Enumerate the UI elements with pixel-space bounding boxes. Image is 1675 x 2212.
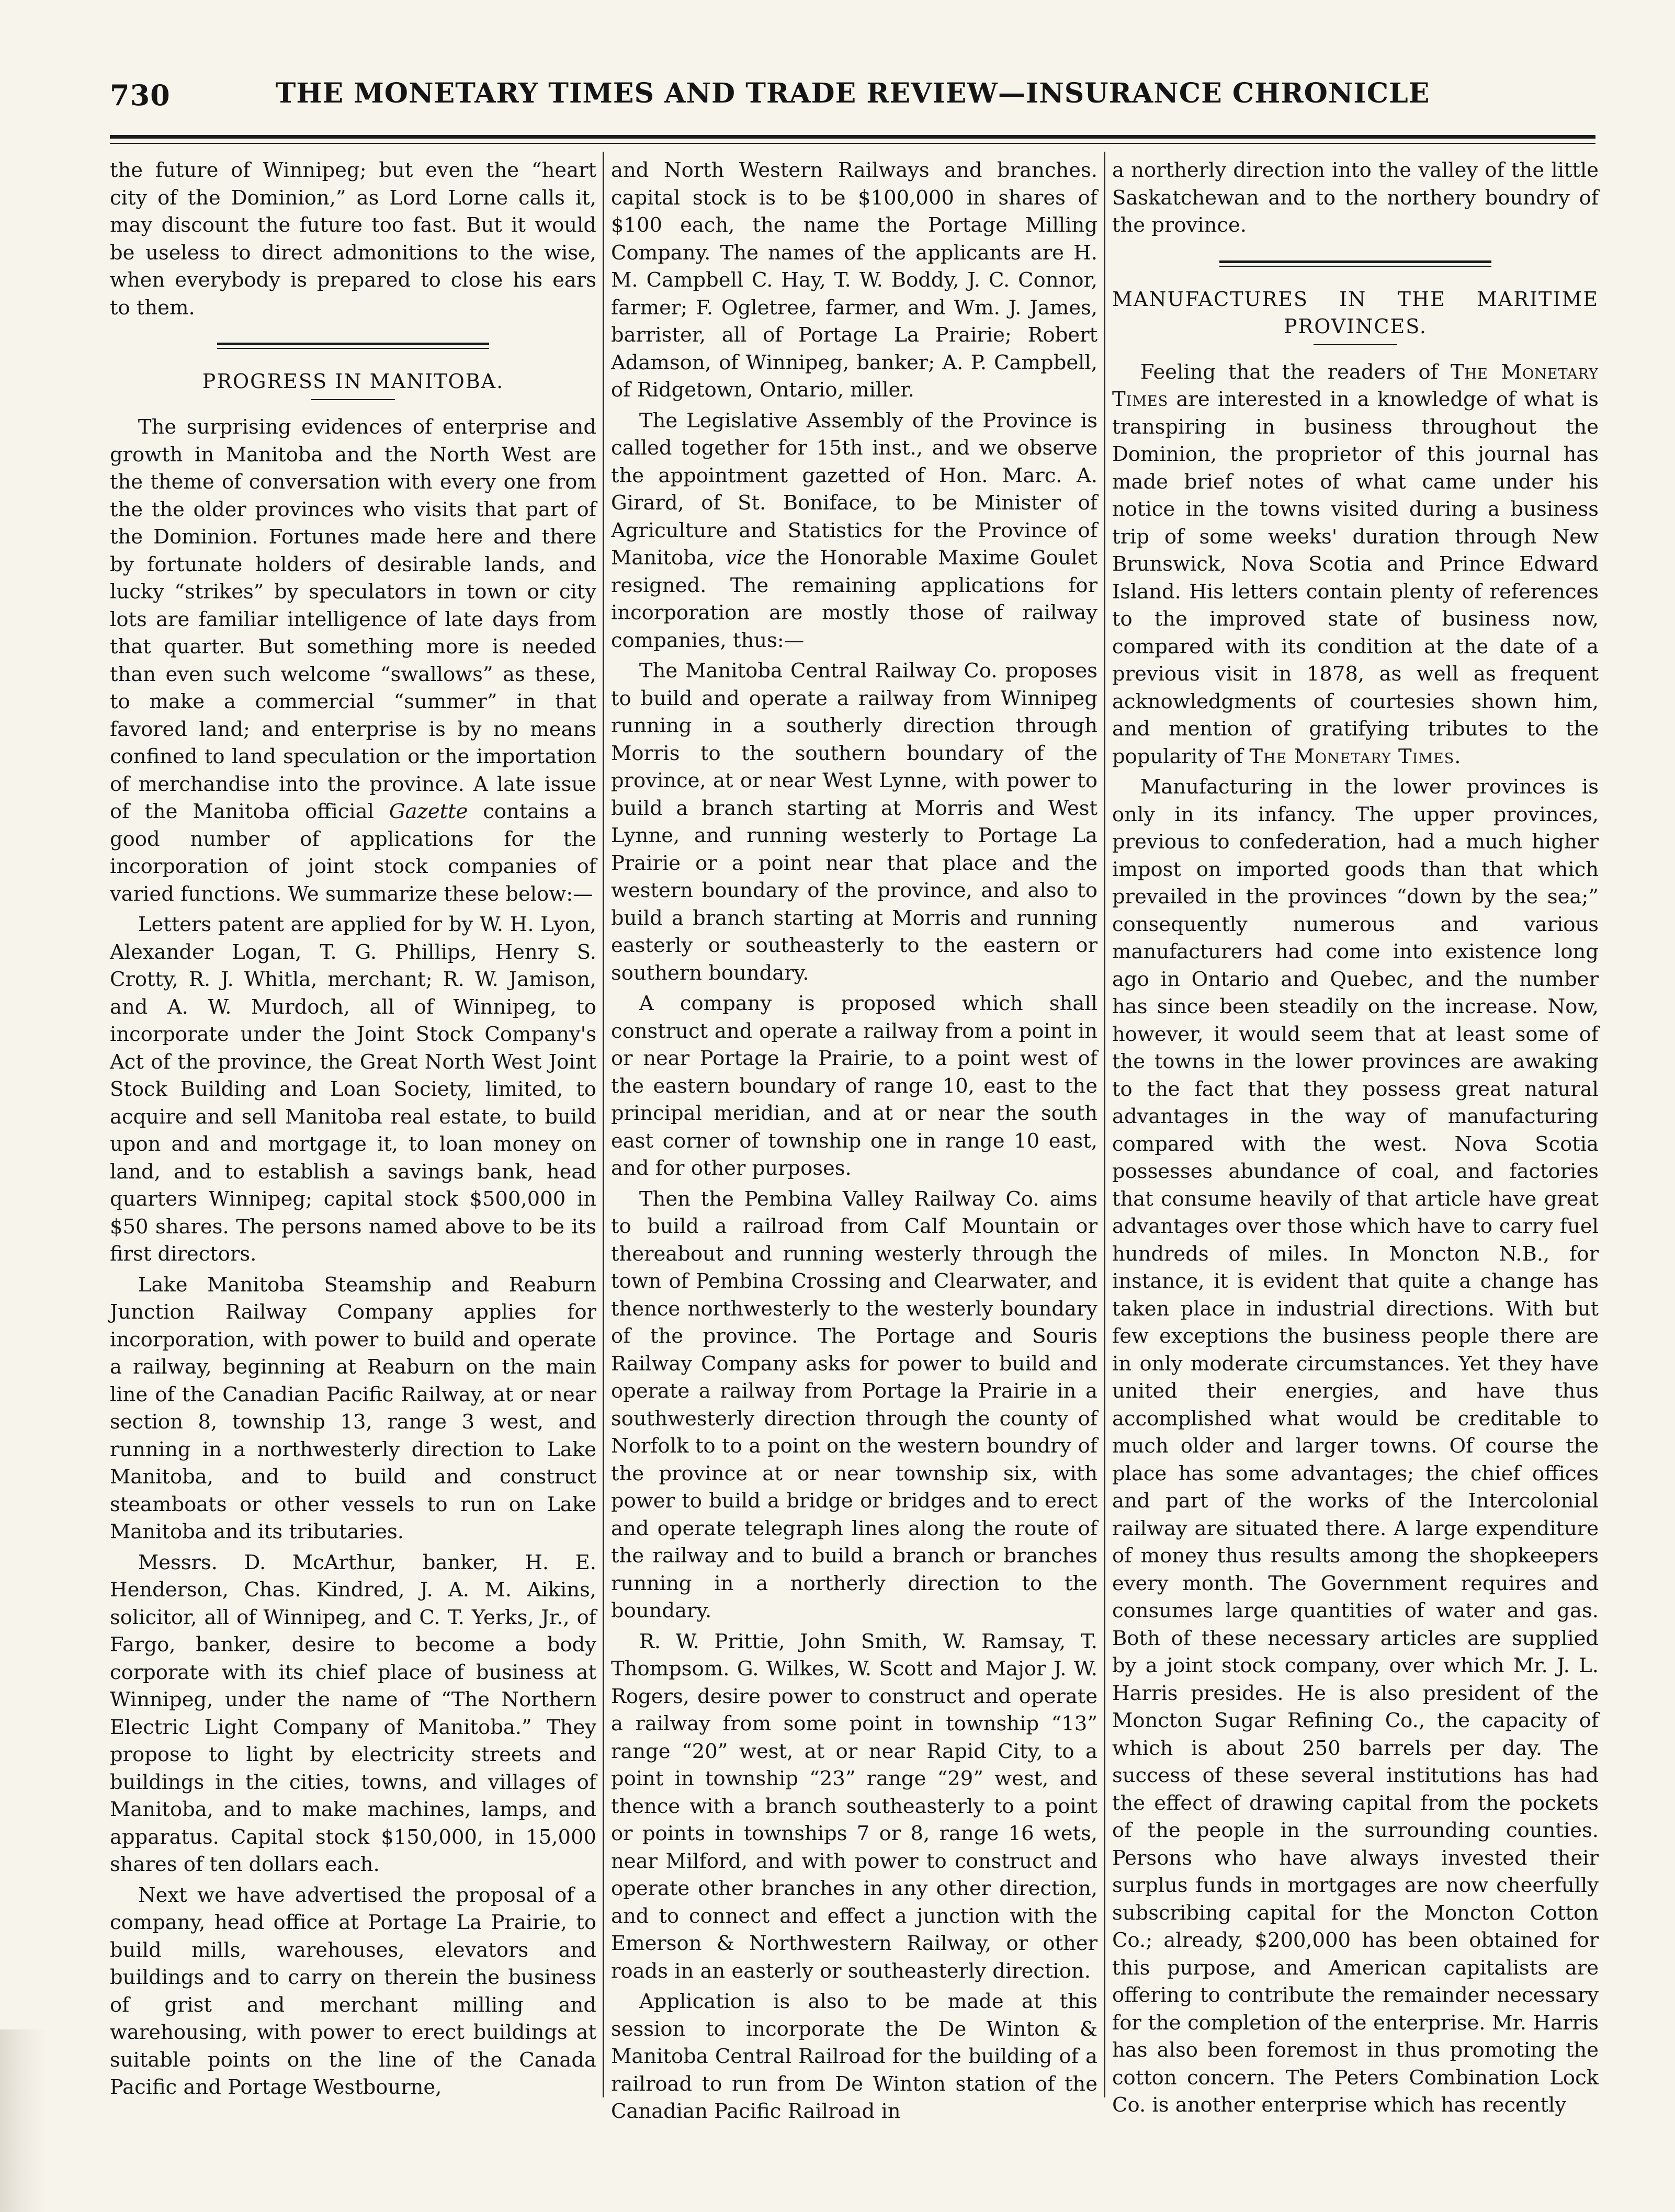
page-header <box>110 78 1595 126</box>
paragraph: R. W. Prittie, John Smith, W. Ramsay, T. Thompsom. G. Wilkes, W. Scott and Major J. W. Rogers, desire power to construct and operate a railway from some point in township “13” range “20” west, at or near Rapid City, to a point in township “23” range “29” west, and thence with a branch southeasterly to a point or points in townships 7 or 8, range 16 wets, near Milford, and with power to construct and operate other branches in any other direction, and to connect and effect a junction with the Emerson & Northwestern Railway, or other roads in an easterly or southeasterly direction. <box>611 1629 1097 1983</box>
paragraph: Then the Pembina Valley Railway Co. aims to build a railroad from Calf Mountain or thereabout and running westerly through the town of Pembina Crossing and Clearwater, and thence northwesterly to the westerly boundary of the province. The Portage and Souris Railway Company asks for power to build and operate a railway from Portage la Prairie in a southwesterly direction through the county of Norfolk to to a point on the western boundry of the province at or near township six, with power to build a bridge or bridges and to erect and operate telegraph lines along the route of the railway and to build a branch or branches running in a northerly direction to the boundary. <box>611 1187 1097 1623</box>
masthead-title: THE MONETARY TIMES AND TRADE REVIEW—INSURANCE CHRONICLE <box>275 77 1430 109</box>
header-rule-thick <box>110 135 1595 139</box>
paragraph: The Legislative Assembly of the Province is called together for 15th inst., and we observe the appointment gazetted of Hon. Marc. A. Girard, of St. Boniface, to be Minister of Agriculture and Statistics for the Province of Manitoba, vice the Honorable Maxime Goulet resigned. The remaining applications for incorporation are mostly those of railway companies, thus:— <box>611 409 1097 652</box>
journal-name-small-caps: The Monetary Times <box>1112 360 1599 411</box>
heading-underline <box>1314 344 1397 345</box>
column-2 <box>611 157 1097 2123</box>
journal-name-small-caps: The Monetary Times. <box>1249 744 1462 768</box>
paragraph: Feeling that the readers of The Monetary Times are interested in a knowledge of what is transpiring in business throughout the Dominion, the proprietor of this journal has made brief notes of what came under his notice in the towns visited during a business trip of some weeks' duration through New Brunswick, Nova Scotia and Prince Edward Island. His letters contain plenty of references to the improved state of business now, compared with its condition at the date of a previous visit in 1878, as well as frequent acknowledgments of courtesies shown him, and mention of gratifying tributes to the popularity of The Monetary Times. <box>1112 360 1599 768</box>
paragraph: Next we have advertised the proposal of a company, head office at Portage La Prairie, to build mills, warehouses, elevators and buildings and to carry on therein the business of grist and merchant milling and warehousing, with power to erect buildings at suitable points on the line of the Canada Pacific and Portage Westbourne, <box>110 1883 596 2099</box>
paragraph: The surprising evidences of enterprise and growth in Manitoba and the North West are the theme of conversation with every one from the the older provinces who visits that part of the Dominion. Fortunes made here and there by fortunate holders of desirable lands, and lucky “strikes” by speculators in town or city lots are familiar intelligence of late days from that quarter. But something more is needed than even such welcome “swallows” as these, to make a commercial “summer” in that favored land; and enterprise is by no means confined to land speculation or the importation of merchandise into the province. A late issue of the Manitoba official Gazette contains a good number of applications for the incorporation of joint stock companies of varied functions. We summarize these below:— <box>110 415 596 906</box>
column-divider-2 <box>1104 152 1105 2097</box>
section-separator <box>217 343 489 349</box>
page-number: 730 <box>110 78 171 112</box>
gazette-italic: Gazette <box>389 800 468 823</box>
paragraph: Letters patent are applied for by W. H. Lyon, Alexander Logan, T. G. Phillips, Henry S. Crotty, R. J. Whitla, merchant; R. W. Jamison, and A. W. Murdoch, all of Winnipeg, to incorporate under the Joint Stock Company's Act of the province, the Great North West Joint Stock Building and Loan Society, limited, to acquire and sell Manitoba real estate, to build upon and and mortgage it, to loan money on land, and to establish a savings bank, head quarters Winnipeg; capital stock $500,000 in $50 shares. The persons named above to be its first directors. <box>110 913 596 1266</box>
heading-progress-in-manitoba: PROGRESS IN MANITOBA. <box>202 370 504 393</box>
paragraph: The Manitoba Central Railway Co. proposes to build and operate a railway from Winnipeg running in a southerly direction through Morris to the southern boundary of the province, at or near West Lynne, with power to build a branch starting at Morris and West Lynne, and running westerly to Portage La Prairie or a point near that place and the western boundary of the province, and also to build a branch starting at Morris and running easterly or southeasterly to the eastern or southern boundary. <box>611 659 1097 985</box>
column-1 <box>110 157 596 2099</box>
paragraph: Messrs. D. McArthur, banker, H. E. Henderson, Chas. Kindred, J. A. M. Aikins, solicitor, all of Winnipeg, and C. T. Yerks, Jr., of Fargo, banker, desire to become a body corporate with its chief place of business at Winnipeg, under the name of “The Northern Electric Light Company of Manitoba.” They propose to light by electricity streets and buildings in the cities, towns, and villages of Manitoba, and to make machines, lamps, and apparatus. Capital stock $150,000, in 15,000 shares of ten dollars each. <box>110 1550 596 1876</box>
section-separator <box>1219 260 1491 267</box>
header-rule-thin <box>110 143 1595 144</box>
paragraph-continued: a northerly direction into the valley of the little Saskatchewan and to the northery boundry of the province. <box>1112 158 1599 237</box>
heading-manufactures-maritime: MANUFACTURES IN THE MARITIME PROVINCES. <box>1112 287 1599 338</box>
vice-italic: vice <box>725 546 766 570</box>
column-3 <box>1112 157 1599 2117</box>
paragraph: Application is also to be made at this session to incorporate the De Winton & Manitoba Central Railroad for the building of a railroad to run from De Winton station of the Canadian Pacific Railroad in <box>611 1990 1097 2123</box>
paragraph: Lake Manitoba Steamship and Reaburn Junction Railway Company applies for incorporation, with power to build and operate a railway, beginning at Reaburn on the main line of the Canadian Pacific Railway, at or near section 8, township 13, range 3 west, and running in a northwesterly direction to Lake Manitoba, and to build and construct steamboats or other vessels to run on Lake Manitoba and its tributaries. <box>110 1273 596 1544</box>
heading-underline <box>311 399 395 400</box>
paragraph: A company is proposed which shall construct and operate a railway from a point in or near Portage la Prairie, to a point west of the eastern boundary of range 10, east to the principal meridian, and at or near the south east corner of township one in range 10 east, and for other purposes. <box>611 992 1097 1180</box>
scan-edge-artifact <box>0 2029 47 2212</box>
paragraph: Manufacturing in the lower provinces is only in its infancy. The upper provinces, previous to confederation, had a much higher impost on imported goods than that which prevailed in the provinces “down by the sea;” consequently numerous and various manufacturers had come into existence long ago in Ontario and Quebec, and the number has since been steadily on the increase. Now, however, it would seem that at least some of the towns in the lower provinces are awaking to the fact that they possess great natural advantages in the way of manufacturing compared with the west. Nova Scotia possesses abundance of coal, and factories that consume heavily of that article have great advantages over those which have to carry fuel hundreds of miles. In Moncton N.B., for instance, it is evident that quite a change has taken place in industrial directions. With but few exceptions the business people there are in only moderate circumstances. Yet they have united their energies, and have thus accomplished what would be creditable to much older and larger towns. Of course the place has some advantages; the chief offices and part of the works of the Intercolonial railway are situated there. A large expenditure of money thus results among the shopkeepers every month. The Government requires and consumes large quantities of water and gas. Both of these necessary articles are supplied by a joint stock company, over which Mr. J. L. Harris presides. He is also president of the Moncton Sugar Refining Co., the capacity of which is about 250 barrels per day. The success of these several institutions has had the effect of drawing capital from the pockets of the people in the surrounding counties. Persons who have always invested their surplus funds in mortgages are now cheerfully subscribing capital for the Moncton Cotton Co.; already, $200,000 has been obtained for this purpose, and American capitalists are offering to contribute the remainder necessary for the completion of the enterprise. Mr. Harris has also been foremost in thus promoting the cotton concern. The Peters Combination Lock Co. is another enterprise which has recently <box>1112 775 1599 2117</box>
paragraph-continued: and North Western Railways and branches. capital stock is to be $100,000 in shares of $100 each, the name the Portage Milling Company. The names of the applicants are H. M. Campbell C. Hay, T. W. Boddy, J. C. Connor, farmer; F. Ogletree, farmer, and Wm. J. James, barrister, all of Portage La Prairie; Robert Adamson, of Winnipeg, banker; A. P. Campbell, of Ridgetown, Ontario, miller. <box>611 158 1097 402</box>
paragraph-intro-continued: the future of Winnipeg; but even the “heart city of the Dominion,” as Lord Lorne calls it, may discount the future too fast. But it would be useless to direct admonitions to the wise, when everybody is prepared to close his ears to them. <box>110 158 596 320</box>
column-divider-1 <box>603 152 604 2097</box>
